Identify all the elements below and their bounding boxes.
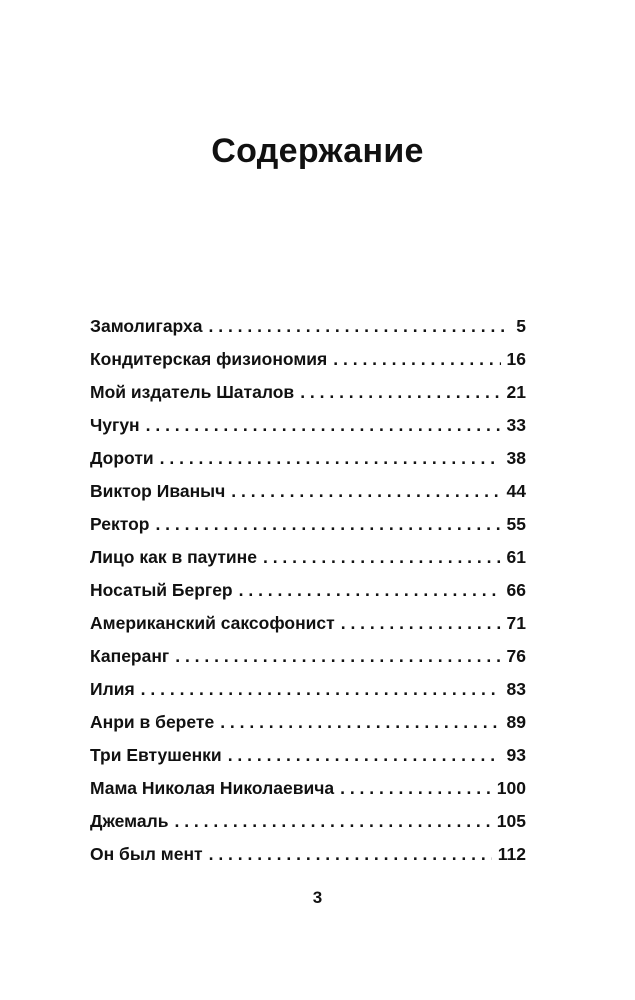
toc-dot-leader — [174, 805, 490, 838]
toc-entry-page: 76 — [506, 646, 526, 666]
toc-entry-title: Каперанг — [90, 646, 170, 666]
toc-entry — [90, 640, 526, 673]
toc-dot-leader — [333, 343, 500, 376]
toc-entry-title: Дороти — [90, 448, 154, 468]
toc-entry-page: 16 — [506, 349, 526, 369]
toc-entry — [90, 838, 526, 871]
toc-entry-title: Он был мент — [90, 844, 203, 864]
toc-entry-title: Американский саксофонист — [90, 613, 335, 633]
toc-entry — [90, 508, 526, 541]
toc-dot-leader — [175, 640, 500, 673]
toc-entry-title: Три Евтушенки — [90, 745, 222, 765]
toc-entry-title: Замолигарха — [90, 316, 203, 336]
page-number: 3 — [312, 888, 323, 907]
toc-entry-title: Анри в берете — [90, 712, 215, 732]
toc-dot-leader — [209, 838, 492, 871]
toc-entry — [90, 805, 526, 838]
toc-dot-leader — [228, 739, 501, 772]
toc-entry-title: Ректор — [90, 514, 150, 534]
toc-dot-leader — [141, 673, 501, 706]
toc-dot-leader — [209, 310, 511, 343]
toc-entry — [90, 475, 526, 508]
toc-entry-page: 100 — [496, 778, 526, 798]
toc-entry — [90, 706, 526, 739]
toc-entry — [90, 376, 526, 409]
toc-entry — [90, 409, 526, 442]
toc-entry-page: 38 — [506, 448, 526, 468]
toc-entry — [90, 673, 526, 706]
toc-entry — [90, 541, 526, 574]
toc-entry-page: 55 — [506, 514, 526, 534]
toc-entry-title: Джемаль — [90, 811, 169, 831]
toc-entry-page: 71 — [506, 613, 526, 633]
toc-entry — [90, 607, 526, 640]
toc-entry-page: 44 — [506, 481, 526, 501]
toc-dot-leader — [239, 574, 501, 607]
toc-dot-leader — [340, 772, 491, 805]
toc-dot-leader — [160, 442, 501, 475]
toc-dot-leader — [263, 541, 501, 574]
toc-entry — [90, 442, 526, 475]
toc-entry-page: 33 — [506, 415, 526, 435]
toc-entry — [90, 343, 526, 376]
toc-dot-leader — [300, 376, 500, 409]
toc-entry-page: 89 — [506, 712, 526, 732]
toc-entry-title: Кондитерская физиономия — [90, 349, 328, 369]
toc-entry-page: 5 — [516, 316, 526, 336]
toc-entry-page: 105 — [496, 811, 526, 831]
toc-dot-leader — [220, 706, 500, 739]
toc-entry — [90, 772, 526, 805]
toc-entry-page: 66 — [506, 580, 526, 600]
toc-entry-page: 21 — [506, 382, 526, 402]
toc-entry — [90, 574, 526, 607]
toc-dot-leader — [231, 475, 500, 508]
toc-entry-title: Мама Николая Николаевича — [90, 778, 335, 798]
page-title: Содержание — [211, 132, 424, 170]
toc-entry-title: Носатый Бергер — [90, 580, 233, 600]
toc-entry — [90, 739, 526, 772]
toc-entry-title: Лицо как в паутине — [90, 547, 257, 567]
toc-dot-leader — [341, 607, 501, 640]
toc-entry-page: 93 — [506, 745, 526, 765]
toc-entry-page: 83 — [506, 679, 526, 699]
toc-entry-title: Чугун — [90, 415, 140, 435]
toc-entry-page: 61 — [506, 547, 526, 567]
toc-dot-leader — [146, 409, 501, 442]
table-of-contents — [90, 310, 526, 871]
toc-dot-leader — [155, 508, 500, 541]
toc-entry-title: Илия — [90, 679, 135, 699]
toc-entry-title: Мой издатель Шаталов — [90, 382, 295, 402]
toc-entry — [90, 310, 526, 343]
toc-entry-page: 112 — [497, 844, 526, 864]
toc-entry-title: Виктор Иваныч — [90, 481, 226, 501]
